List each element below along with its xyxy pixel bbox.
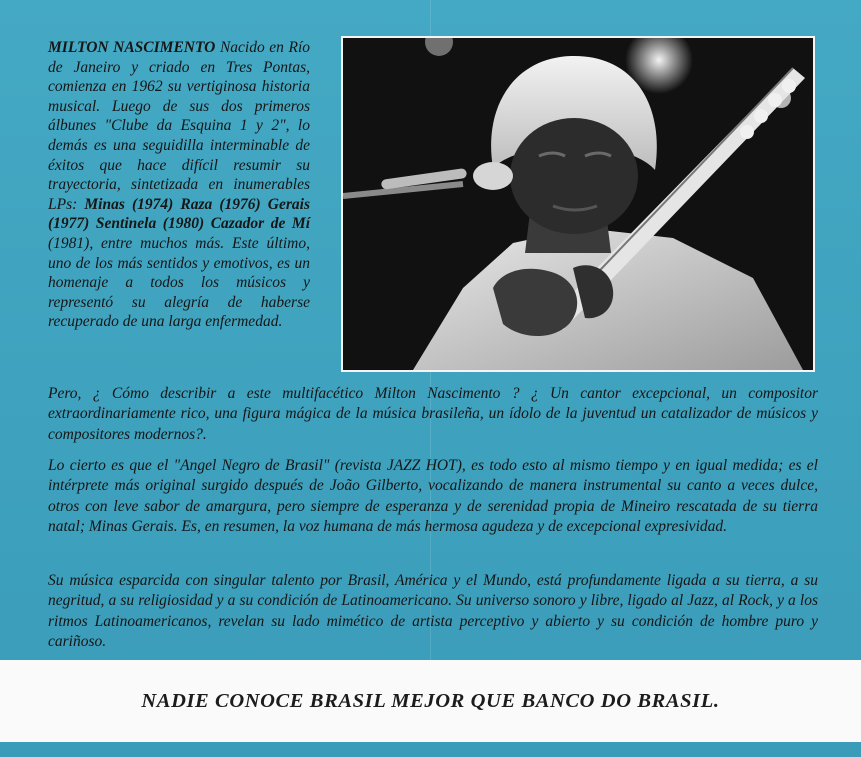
bottom-strip — [0, 742, 861, 757]
paragraph-description-question: Pero, ¿ Cómo describir a este multifacético Milton Nascimento ? ¿ Un cantor excepcional, un compositor extraordinariamente rico, una figura mágica de la música brasileña, un ídolo de la juventud un catalizador de músicos y compositores modernos?. — [48, 385, 818, 443]
artist-name: MILTON NASCIMENTO — [48, 39, 216, 56]
intro-text-1: Nacido en Río de Janeiro y criado en Tres Pontas, comienza en 1962 su vertiginosa historia musical. Luego de sus dos primeros álbunes "Clube da Esquina 1 y 2", lo demás es una seguidilla interminable de éxitos que hace difícil resumir su trayectoria, sintetizada en inumerables LPs: — [48, 39, 311, 213]
intro-paragraph — [48, 38, 310, 332]
album-gerais: Gerais (1977) — [48, 195, 310, 233]
performer-photo-illustration — [343, 38, 813, 370]
paragraph-angel-negro: Lo cierto es que el "Angel Negro de Brasil" (revista JAZZ HOT), es todo esto al mismo tiempo y en igual medida; es el intérprete más original surgido después de João Gilberto, vocalizando de manera instrumental su canto a veces dulce, otros con leve sabor de amargura, pero siempre de esperanza y de serenidad propia de Mineiro rescatada de su tierra natal; Minas Gerais. Es, en resumen, la voz humana de más hermosa agudeza y de excepcional expresividad. — [48, 457, 818, 536]
album-cazador: Cazador de Mí — [210, 215, 311, 233]
album-raza: Raza (1976) — [180, 195, 261, 213]
slogan-text: NADIE CONOCE BRASIL MEJOR QUE BANCO DO BRASIL. — [141, 690, 720, 712]
intro-text-2: (1981), entre muchos más. Este último, uno de los más sentidos y emotivos, es un homenaje a todos los músicos y representó su alegría de haberse recuperado de una larga enfermedad. — [48, 234, 310, 331]
artist-photo — [341, 36, 815, 372]
album-minas: Minas (1974) — [84, 195, 174, 213]
album-sentinela: Sentinela (1980) — [95, 215, 205, 233]
paragraph-music-roots: Su música esparcida con singular talento por Brasil, América y el Mundo, está profundamente ligada a su tierra, a su negritud, a su religiosidad y a su condición de Latinoamericano. Su universo sonoro y libre, ligado al Jazz, al Rock, y a los ritmos Latinoamericanos, revelan su lado mimético de artista perceptivo y abierto y su condición de hombre puro y cariñoso. — [48, 572, 818, 651]
